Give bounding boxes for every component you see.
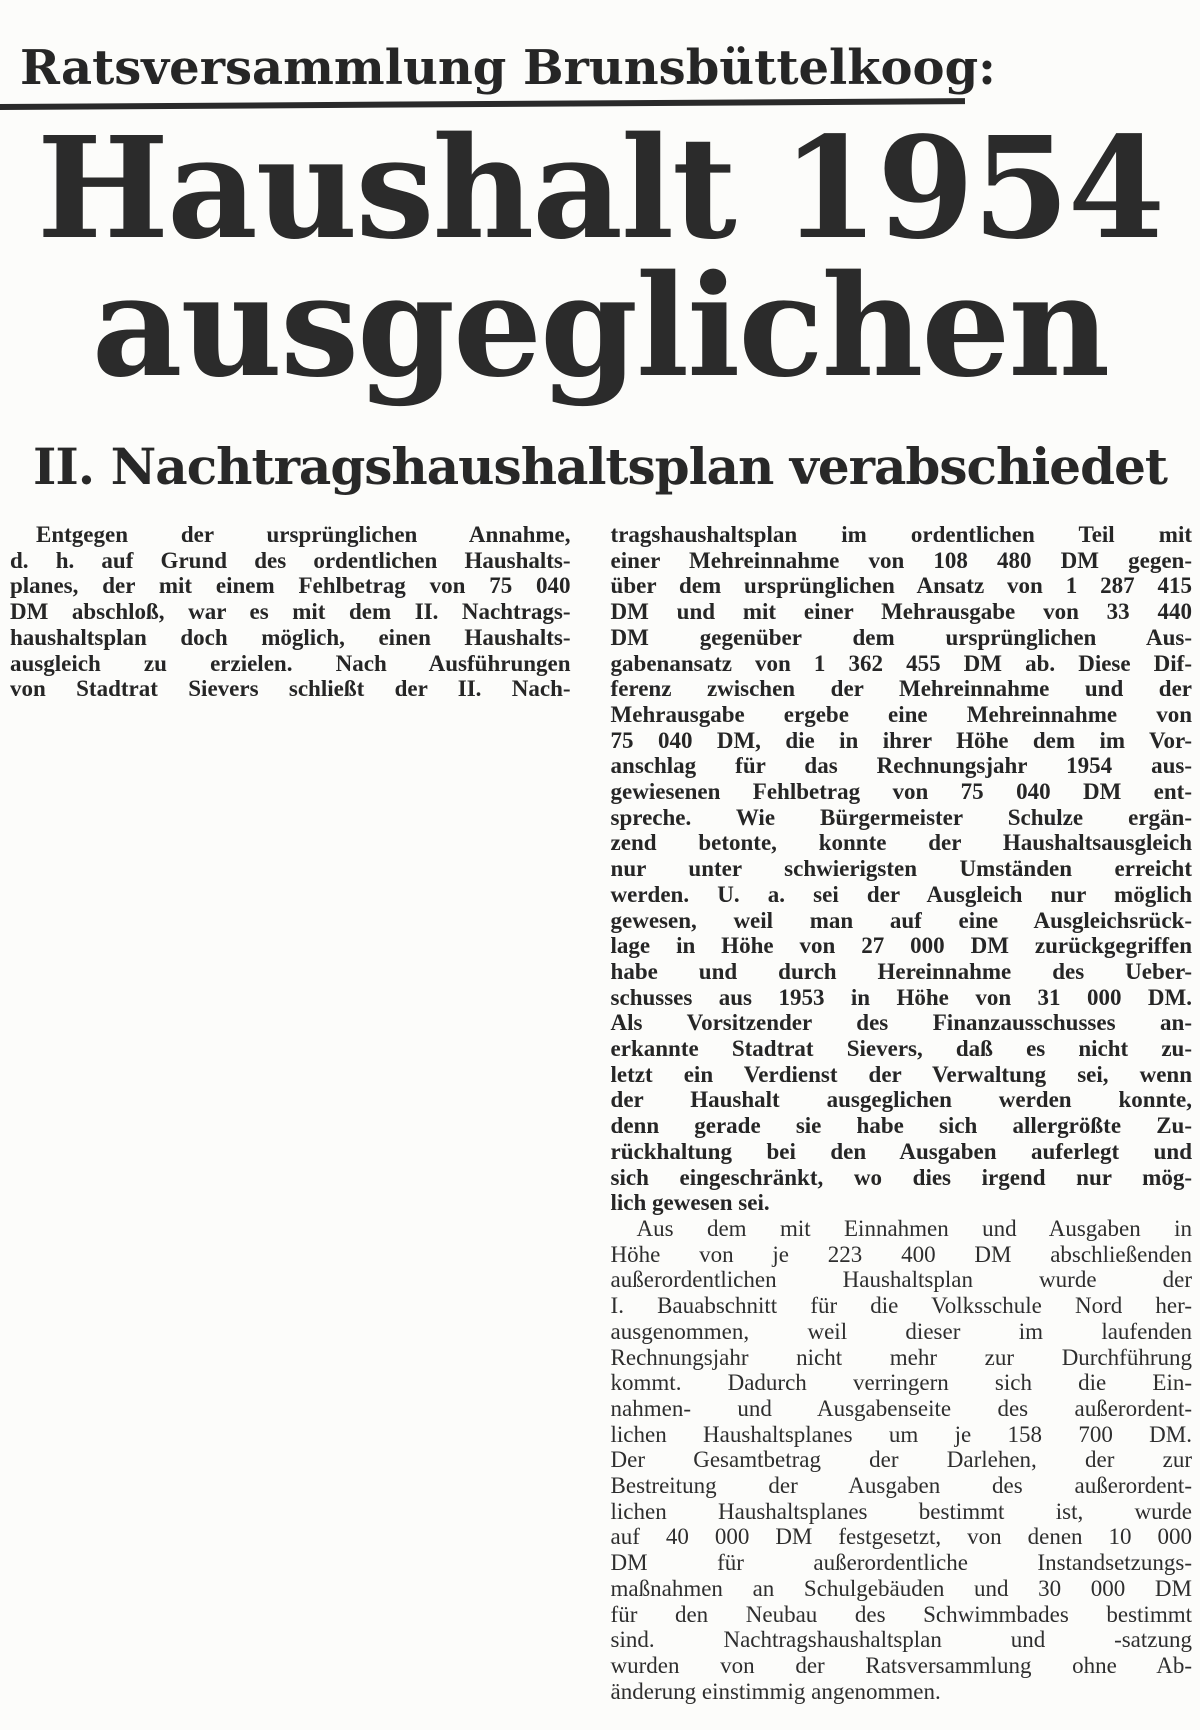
text-line: anschlag für das Rechnungsjahr 1954 aus- xyxy=(610,753,1192,779)
text-line: kommt. Dadurch verringern sich die Ein- xyxy=(610,1370,1192,1396)
text-line: habe und durch Hereinnahme des Ueber- xyxy=(610,958,1192,984)
text-line: DM abschloß, war es mit dem II. Nachtrags- xyxy=(10,599,571,625)
text-line: wurden von der Ratsversammlung ohne Ab- xyxy=(610,1652,1192,1678)
text-line: Entgegen der ursprünglichen Annahme, xyxy=(36,522,571,547)
text-line: spreche. Wie Bürgermeister Schulze ergän- xyxy=(610,804,1192,830)
text-line: Bestreitung der Ausgaben des außerordent- xyxy=(610,1473,1192,1499)
text-line: außerordentlichen Haushaltsplan wurde der xyxy=(610,1267,1192,1293)
article-column-right xyxy=(611,522,1192,1704)
text-line: von Stadtrat Sievers schließt der II. Nach- xyxy=(10,676,571,702)
article-column-left xyxy=(10,522,571,702)
text-line: tragshaushaltsplan im ordentlichen Teil mit xyxy=(610,522,1192,547)
text-line: auf 40 000 DM festgesetzt, von denen 10 000 xyxy=(610,1524,1192,1550)
article-subheadline: II. Nachtragshaushaltsplan verabschiedet xyxy=(33,437,1167,496)
text-line: DM und mit einer Mehrausgabe von 33 440 xyxy=(610,599,1192,625)
text-line: rückhaltung bei den Ausgaben auferlegt und xyxy=(610,1138,1192,1164)
text-line: Als Vorsitzender des Finanzausschusses an- xyxy=(610,1010,1192,1036)
headline-line-2: ausgeglichen xyxy=(91,245,1109,409)
text-line: erkannte Stadtrat Sievers, daß es nicht zu- xyxy=(610,1036,1192,1062)
text-line: für den Neubau des Schwimmbades bestimmt xyxy=(610,1601,1192,1627)
text-line: haushaltsplan doch möglich, einen Haushalts- xyxy=(10,624,571,650)
text-line: I. Bauabschnitt für die Volksschule Nord her- xyxy=(610,1293,1192,1319)
text-line: ausgleich zu erzielen. Nach Ausführungen xyxy=(10,650,571,676)
article-body xyxy=(0,522,1200,1704)
text-line: DM für außerordentliche Instandsetzungs- xyxy=(610,1550,1192,1576)
text-line: gewesen, weil man auf eine Ausgleichsrück- xyxy=(610,907,1192,933)
text-line: 75 040 DM, die in ihrer Höhe dem im Vor- xyxy=(610,727,1192,753)
text-line: nur unter schwierigsten Umständen erreicht xyxy=(610,856,1192,882)
paragraph xyxy=(611,522,1192,1216)
text-line: Höhe von je 223 400 DM abschließenden xyxy=(610,1241,1192,1267)
article-headline xyxy=(0,107,1200,409)
text-line: werden. U. a. sei der Ausgleich nur möglich xyxy=(610,881,1192,907)
text-line: Mehrausgabe ergebe eine Mehreinnahme von xyxy=(610,701,1192,727)
text-line: gewiesenen Fehlbetrag von 75 040 DM ent- xyxy=(610,779,1192,805)
text-line: sind. Nachtragshaushaltsplan und -satzung xyxy=(610,1627,1192,1653)
text-line: denn gerade sie habe sich allergrößte Zu- xyxy=(610,1113,1192,1139)
text-line: DM gegenüber dem ursprünglichen Aus- xyxy=(610,624,1192,650)
text-line: zend betonte, konnte der Haushaltsausgleich xyxy=(610,830,1192,856)
text-line: lichen Haushaltsplanes bestimmt ist, wurde xyxy=(610,1498,1192,1524)
text-line: Rechnungsjahr nicht mehr zur Durchführung xyxy=(610,1344,1192,1370)
text-line: über dem ursprünglichen Ansatz von 1 287 415 xyxy=(610,573,1192,599)
text-line: lich gewesen sei. xyxy=(610,1190,770,1216)
text-line: Der Gesamtbetrag der Darlehen, der zur xyxy=(610,1447,1192,1473)
text-line: sich eingeschränkt, wo dies irgend nur mög- xyxy=(610,1164,1192,1190)
text-line: nahmen- und Ausgabenseite des außerordent- xyxy=(610,1395,1192,1421)
text-line: ausgenommen, weil dieser im laufenden xyxy=(610,1318,1192,1344)
headline-line-1: Haushalt 1954 xyxy=(36,107,1164,271)
text-line: planes, der mit einem Fehlbetrag von 75 040 xyxy=(10,573,571,599)
text-line: lichen Haushaltsplanes um je 158 700 DM. xyxy=(610,1421,1192,1447)
text-line: einer Mehreinnahme von 108 480 DM gegen- xyxy=(610,547,1192,573)
text-line: letzt ein Verdienst der Verwaltung sei, wenn xyxy=(610,1061,1192,1087)
text-line: der Haushalt ausgeglichen werden konnte, xyxy=(610,1087,1192,1113)
paragraph xyxy=(10,522,571,702)
text-line: ferenz zwischen der Mehreinnahme und der xyxy=(610,676,1192,702)
text-line: gabenansatz von 1 362 455 DM ab. Diese Dif- xyxy=(610,650,1192,676)
text-line: schusses aus 1953 in Höhe von 31 000 DM. xyxy=(610,984,1192,1010)
text-line: lage in Höhe von 27 000 DM zurückgegriffen xyxy=(610,933,1192,959)
text-line: d. h. auf Grund des ordentlichen Haushalts- xyxy=(10,547,571,573)
article-kicker: Ratsversammlung Brunsbüttelkoog: xyxy=(20,40,996,96)
text-line: änderung einstimmig angenommen. xyxy=(610,1678,941,1704)
text-line: Aus dem mit Einnahmen und Ausgaben in xyxy=(636,1215,1192,1241)
paragraph xyxy=(611,1216,1192,1704)
text-line: maßnahmen an Schulgebäuden und 30 000 DM xyxy=(610,1575,1192,1601)
